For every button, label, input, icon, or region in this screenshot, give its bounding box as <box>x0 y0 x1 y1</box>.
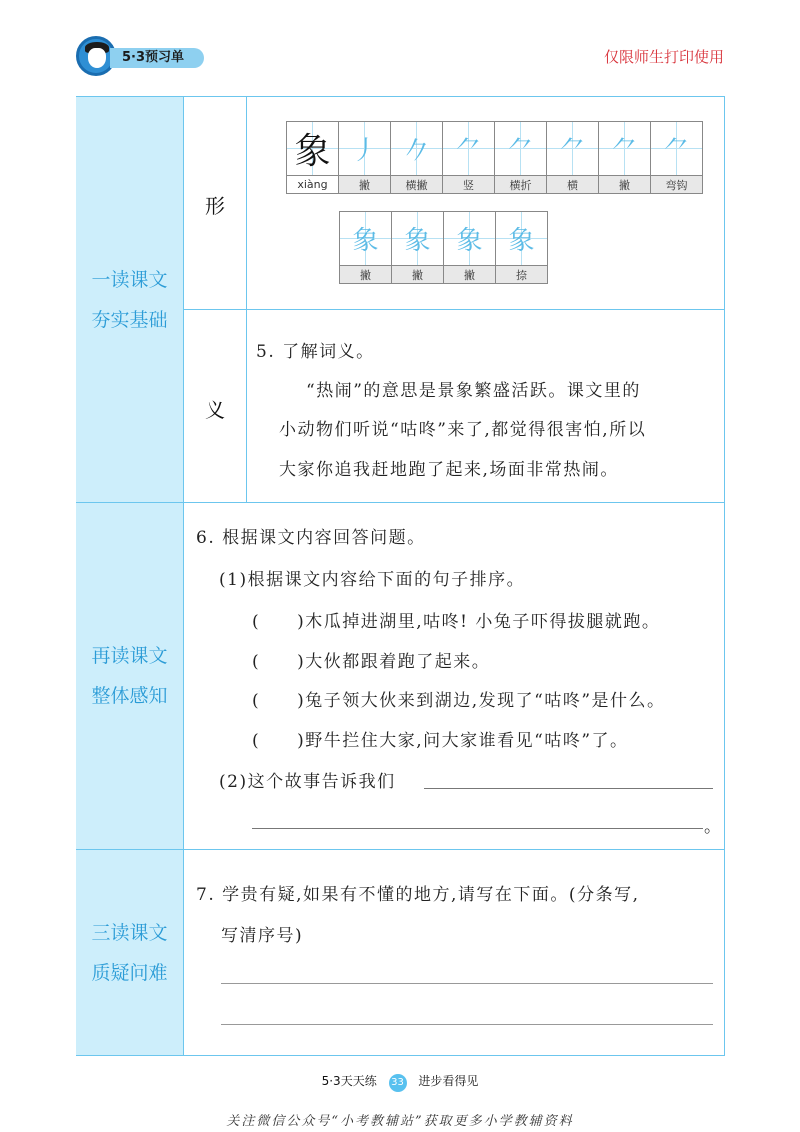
order-item[interactable]: ( )兔子领大伙来到湖边,发现了“咕咚”是什么。 <box>252 691 666 711</box>
stroke-name: 撇 <box>340 266 392 284</box>
mascot-face <box>88 48 106 68</box>
usage-notice: 仅限师生打印使用 <box>603 48 724 66</box>
stroke-order-table-1 <box>286 121 703 194</box>
stroke-name: 弯钩 <box>651 176 703 194</box>
divider <box>184 309 725 310</box>
section-3-title: 三读课文 <box>91 921 168 944</box>
footer-left: 5·3天天练 <box>321 1074 377 1088</box>
stroke-name: 横 <box>547 176 599 194</box>
q5-line-2: 小动物们听说“咕咚”来了,都觉得很害怕,所以 <box>279 420 647 440</box>
answer-line[interactable] <box>221 1024 713 1025</box>
series-badge: 5·3预习单 <box>110 48 204 68</box>
order-item[interactable]: ( )木瓜掉进湖里,咕咚! 小兔子吓得拔腿就跑。 <box>252 612 661 632</box>
q6-part-1: (1)根据课文内容给下面的句子排序。 <box>219 570 526 590</box>
order-item[interactable]: ( )野牛拦住大家,问大家谁看见“咕咚”了。 <box>252 731 629 751</box>
stroke-name: 撇 <box>599 176 651 194</box>
stroke-step: 象 <box>444 212 496 266</box>
stroke-step: 象 <box>496 212 548 266</box>
stroke-step: 丿 <box>339 122 391 176</box>
q5-title: 5. 了解词义。 <box>256 342 375 362</box>
answer-line[interactable] <box>221 983 713 984</box>
q6-part-2: (2)这个故事告诉我们 <box>219 772 396 792</box>
stroke-step: ⺈ <box>443 122 495 176</box>
q5-line-3: 大家你追我赶地跑了起来,场面非常热闹。 <box>279 460 619 480</box>
stroke-name: 竖 <box>443 176 495 194</box>
meaning-label: 义 <box>205 398 225 422</box>
stroke-step: 象 <box>392 212 444 266</box>
stroke-name: 横折 <box>495 176 547 194</box>
pinyin: xiàng <box>287 176 339 194</box>
q7-line-2: 写清序号) <box>221 926 304 946</box>
main-character: 象 <box>287 122 339 176</box>
divider <box>76 502 725 503</box>
stroke-step: ⺈ <box>599 122 651 176</box>
footer <box>0 1072 800 1092</box>
q7-line-1: 7. 学贵有疑,如果有不懂的地方,请写在下面。(分条写, <box>196 885 640 905</box>
section-2-title: 再读课文 <box>91 645 168 667</box>
end-mark: 。 <box>704 817 723 837</box>
page-number: 33 <box>389 1074 407 1092</box>
stroke-name: 横撇 <box>391 176 443 194</box>
stroke-name: 撇 <box>392 266 444 284</box>
stroke-name: 撇 <box>444 266 496 284</box>
stroke-step: 象 <box>340 212 392 266</box>
order-item[interactable]: ( )大伙都跟着跑了起来。 <box>252 652 491 672</box>
stroke-order-table-2 <box>339 211 548 284</box>
stroke-step: ⺈ <box>547 122 599 176</box>
divider <box>246 97 247 502</box>
section-1-label <box>76 97 184 502</box>
answer-line[interactable] <box>252 828 703 829</box>
stroke-step: 𠂊 <box>391 122 443 176</box>
stroke-name: 捺 <box>496 266 548 284</box>
divider <box>76 849 725 850</box>
answer-line[interactable] <box>424 788 713 789</box>
q6-title: 6. 根据课文内容回答问题。 <box>196 528 426 548</box>
section-1-subtitle: 夯实基础 <box>91 308 168 331</box>
q5-line-1: “热闹”的意思是景象繁盛活跃。课文里的 <box>306 381 641 401</box>
stroke-step: ⺈ <box>495 122 547 176</box>
section-3-subtitle: 质疑问难 <box>91 961 168 984</box>
stroke-name: 撇 <box>339 176 391 194</box>
section-1-title: 一读课文 <box>91 268 168 291</box>
form-label: 形 <box>205 194 225 218</box>
watermark: 关注微信公众号“小考教辅站”获取更多小学教辅资料 <box>226 1114 574 1129</box>
footer-right: 进步看得见 <box>418 1074 479 1088</box>
section-2-subtitle: 整体感知 <box>91 685 168 707</box>
stroke-step: ⺈ <box>651 122 703 176</box>
section-3-label <box>76 850 184 1055</box>
section-2-label <box>76 503 184 849</box>
